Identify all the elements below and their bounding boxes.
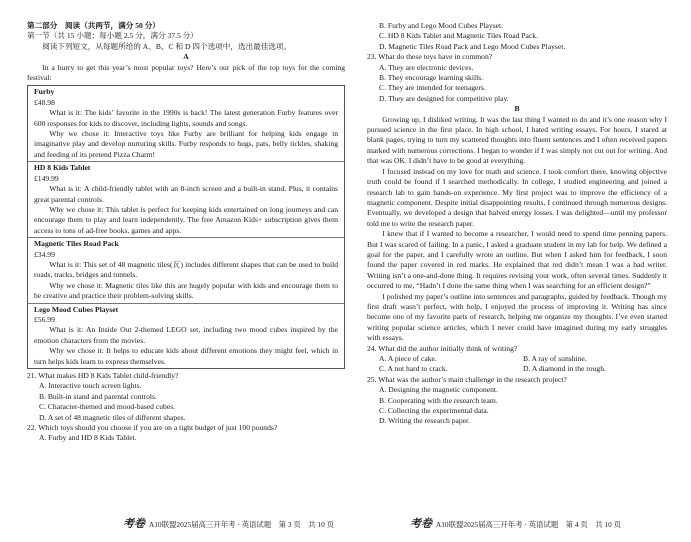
passage-paragraph: I focused instead on my love for math and science. I took comfort there, knowing objective truth could be found if I searched methodically. In college, I studied engineering and joined a research lab to gain hands-on experience. My first project was to improve the efficiency of a magnetic component. Despite initial disappointing results, I continued through numerous designs. Eventually, we developed a design that halved energy losses. I was delighted—until my professor told me to write the research paper. — [367, 166, 667, 228]
option-row — [367, 354, 667, 364]
toy-what: What is it: An Inside Out 2-themed LEGO set, including two mood cubes inspired by the emotion characters from the movies. — [34, 325, 338, 345]
option-b[interactable]: B. Furby and Lego Mood Cubes Playset. — [379, 21, 504, 30]
toy-why: Why we chose it: It helps to educate kids about different emotions they might feel, which in turn helps kids learn to express themselves. — [34, 346, 338, 366]
question-stem: 23. What do these toys have in common? — [367, 52, 493, 62]
toy-why: Why we chose it: Magnetic tiles like this are hugely popular with kids and encourage them to be creative and practice their problem-solving skills. — [34, 280, 338, 301]
question-25 — [367, 375, 667, 427]
option-a[interactable]: A. Furby and HD 8 Kids Tablet. — [39, 433, 137, 443]
question-stem: 24. What did the author initially think of writing? — [367, 343, 518, 353]
question-24 — [367, 344, 667, 375]
question-23 — [367, 52, 667, 104]
passage-paragraph: I knew that if I wanted to become a researcher, I would need to spend time penning papers. But I was scared of failing. In a panic, I asked a graduate student in my lab for help. We defined a goal for the paper, and I carefully wrote an outline. But when I asked him for feedback, I soon found the paper covered in red marks. He explained that red didn’t mean I was a bad writer. Writing isn’t a one-and-done thing. It requires revising your work, often several times. Suddenly it occurred to me, “Hadn’t I done the same thing when I was searching for an efficient design?” — [367, 229, 667, 291]
toy-name: Magnetic Tiles Road Pack — [34, 239, 119, 249]
question-21 — [27, 371, 345, 423]
option-b[interactable]: B. They encourage learning skills. — [379, 73, 484, 83]
option-c[interactable]: C. Collecting the experimental data. — [379, 406, 489, 416]
passage-label-a: A — [183, 52, 189, 62]
option-a[interactable]: A. Interactive touch screen lights. — [39, 381, 142, 391]
footer-left — [123, 519, 334, 530]
toy-price: £56.99 — [34, 314, 55, 324]
toy-item — [28, 238, 344, 303]
option-c[interactable]: C. A nut hard to crack. — [379, 364, 448, 374]
toy-price: £48.98 — [34, 97, 55, 107]
left-column — [27, 21, 345, 444]
option-d[interactable]: D. Writing the research paper. — [379, 416, 471, 426]
exam-logo: 考卷 — [123, 518, 145, 530]
toy-item — [28, 162, 344, 238]
toy-price: £34.99 — [34, 249, 55, 259]
footer-right — [410, 519, 621, 530]
toy-what: What is it: The kids’ favorite in the 1990s is back! The latest generation Furby features over 600 responses for kids to discover, including lights, sounds and songs. — [34, 108, 338, 128]
option-c[interactable]: C. HD 8 Kids Tablet and Magnetic Tiles Road Pack. — [379, 31, 538, 41]
option-d[interactable]: D. Magnetic Tiles Road Pack and Lego Mood Cubes Playset. — [379, 41, 566, 51]
toy-name: Furby — [34, 87, 55, 97]
right-column — [367, 21, 667, 427]
question-22 — [27, 423, 345, 444]
option-b[interactable]: B. Cooperating with the research team. — [379, 395, 498, 405]
part-heading: 第二部分 阅读（共两节，满分 50 分） — [27, 21, 160, 30]
option-a[interactable]: A. They are electronic devices. — [379, 62, 474, 72]
toy-list-box — [27, 85, 345, 369]
question-stem: 22. Which toys should you choose if you are on a tight budget of just 100 pounds? — [27, 423, 278, 433]
instructions: 阅读下列短文，从每题所给的 A、B、C 和 D 四个选项中，选出最佳选项。 — [42, 41, 292, 51]
toy-what: What is it: A child-friendly tablet with an 8-inch screen and a built-in stand. Plus, it contains great parental controls. — [34, 184, 338, 204]
toy-item — [28, 304, 344, 368]
section-heading: 第一节（共 15 小题；每小题 2.5 分，满分 37.5 分） — [27, 31, 198, 41]
toy-price: £149.99 — [34, 173, 59, 183]
option-b[interactable]: B. A ray of sunshine. — [523, 354, 587, 363]
passage-label-b: B — [514, 104, 520, 114]
option-row — [367, 364, 667, 374]
option-c[interactable]: C. They are intended for teenagers. — [379, 83, 486, 93]
toy-why: Why we chose it: This tablet is perfect for keeping kids entertained on long journeys and can encourage them to play and learn independently. The free Amazon Kids+ subscription gives them access to tons of ad-free books, games and apps. — [34, 204, 338, 235]
question-stem: 25. What was the author’s main challenge in the research project? — [367, 374, 567, 384]
option-d[interactable]: D. They are designed for competitive play. — [379, 93, 509, 103]
passage-paragraph: Growing up, I disliked writing. It was the last thing I wanted to do and it’s one reason why I pursued science in the first place. In high school, I hated writing essays. For hours, I stared at blank pages, trying to turn my scattered thoughts into fluent sentences and I often received papers marked with numerous corrections. I began to wonder if I was simply not cut out for writing. And that was OK. I didn’t have to be good at everything. — [367, 114, 667, 166]
option-a[interactable]: A. Designing the magnetic component. — [379, 385, 498, 395]
passage-paragraph: I polished my paper’s outline into sentences and paragraphs, guided by feedback. Though my first draft wasn’t perfect, with help, I enjoyed the process of improving it. Writing has since become one of my favorite parts of research, helping me organize my thoughts. I’ve even started writing popular science articles, which I never could have imagined during my early struggles with essays. — [367, 291, 667, 343]
exam-logo: 考卷 — [410, 518, 432, 530]
option-c[interactable]: C. Character-themed and mood-based cubes. — [39, 402, 176, 412]
toy-name: Lego Mood Cubes Playset — [34, 304, 119, 314]
option-d[interactable]: D. A diamond in the rough. — [523, 364, 606, 374]
toy-why: Why we chose it: Interactive toys like Furby are brilliant for helping kids engage in imaginative play and develop nurturing skills. Furby responds to hugs, pats, belly tickles, shaking and feeding of its pretend Pizza Charm! — [34, 129, 338, 159]
passage-intro: In a hurry to get this year’s most popular toys? Here’s our pick of the top toys for the coming festival: — [27, 62, 345, 83]
footer-text: A10联盟2025届高三开年考 · 英语试题 第 4 页 共 10 页 — [435, 520, 622, 529]
option-d[interactable]: D. A set of 48 magnetic tiles of different shapes. — [39, 412, 186, 422]
footer-text: A10联盟2025届高三开年考 · 英语试题 第 3 页 共 10 页 — [148, 520, 335, 529]
option-b[interactable]: B. Built-in stand and parental controls. — [39, 391, 157, 401]
toy-item — [28, 86, 344, 162]
toy-name: HD 8 Kids Tablet — [34, 163, 91, 173]
option-a[interactable]: A. A piece of cake. — [379, 354, 437, 363]
toy-what: What is it: This set of 48 magnetic tiles(瓦) includes different shapes that can be used to build roads, tracks, bridges and tunnels. — [34, 259, 338, 280]
question-stem: 21. What makes HD 8 Kids Tablet child-friendly? — [27, 371, 179, 380]
